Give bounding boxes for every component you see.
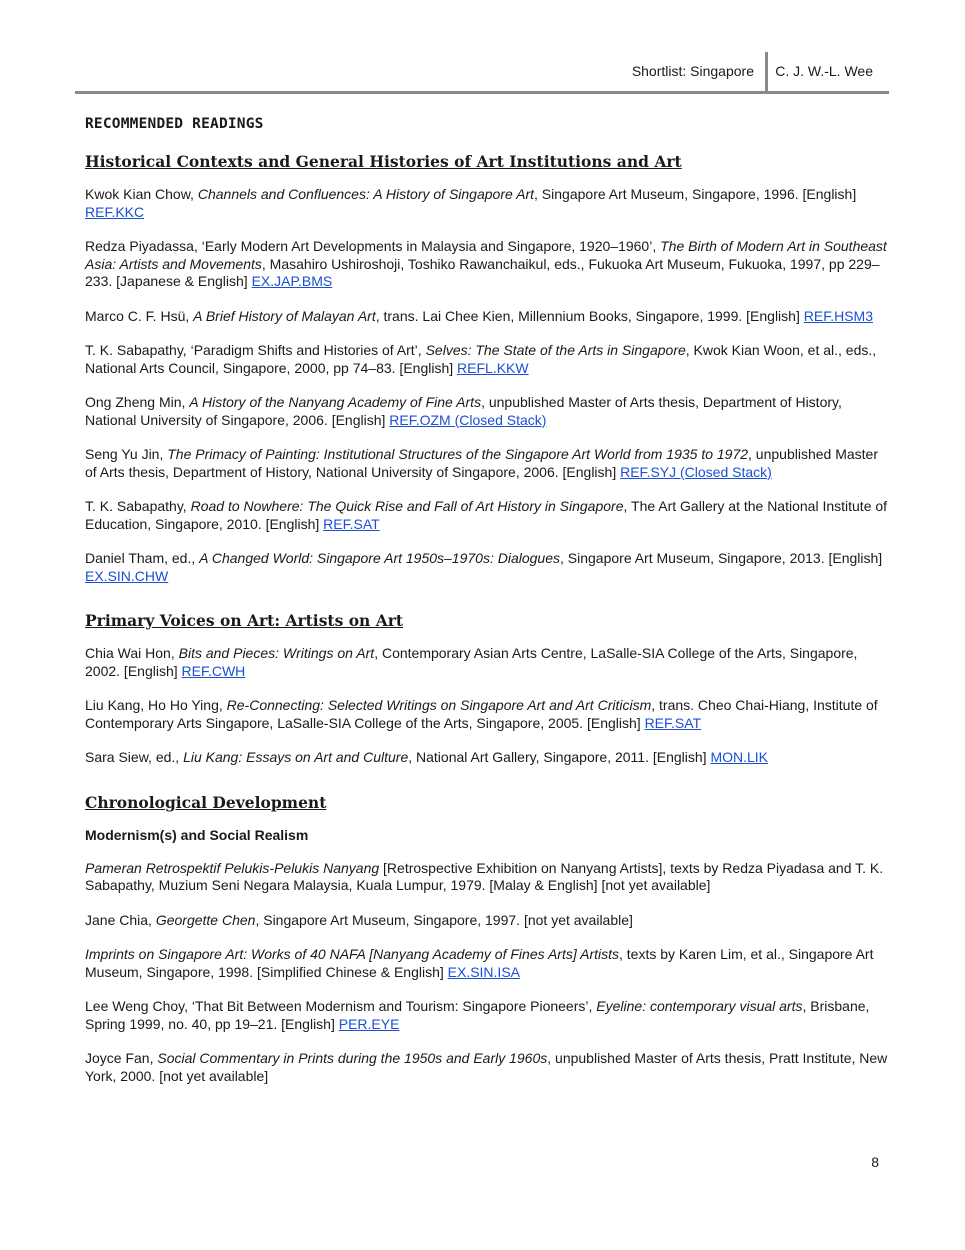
page-number: 8 [871, 1154, 879, 1170]
section-heading: Historical Contexts and General Histories of Art Institutions and Art [85, 152, 682, 171]
call-number-link[interactable]: EX.SIN.CHW [85, 567, 169, 584]
call-number-link[interactable]: REF.SAT [323, 515, 380, 532]
header-rule [75, 91, 889, 94]
reading-entry: Marco C. F. Hsü, A Brief History of Malayan Art, trans. Lai Chee Kien, Millennium Books, Singapore, 1999. [English] REF.HSM3 [85, 307, 873, 324]
reading-entry: Pameran Retrospektif Pelukis-Pelukis Nanyang [Retrospective Exhibition on Nanyang Artists], texts by Redza Piyadasa and T. K. Sabapathy, Muzium Seni Negara Malaysia, Kuala Lumpur, 1979. [Malay & English] [not yet available] [85, 859, 884, 893]
reading-entry: Jane Chia, Georgette Chen, Singapore Art Museum, Singapore, 1997. [not yet available] [85, 911, 633, 928]
call-number-link[interactable]: MON.LIK [710, 749, 769, 765]
section-primary-voices [85, 611, 890, 767]
call-number-link[interactable]: REF.SYJ (Closed Stack) [620, 463, 772, 480]
call-number-link[interactable]: REF.HSM3 [803, 307, 873, 324]
reading-entry: Imprints on Singapore Art: Works of 40 NAFA [Nanyang Academy of Fines Arts] Artists, texts by Karen Lim, et al., Singapore Art Museum, Singapore, 1998. [Simplified Chinese & English] EX.SIN.ISA [85, 946, 874, 980]
call-number-link[interactable]: REF.SAT [644, 714, 702, 731]
call-number-link[interactable]: REFL.KKW [457, 359, 529, 376]
reading-entry: T. K. Sabapathy, ‘Paradigm Shifts and Histories of Art’, Selves: The State of the Arts in Singapore, Kwok Kian Woon, et al., eds., National Arts Council, Singapore, 2000, pp 74–83. [English] REFL.KKW [85, 342, 877, 376]
subsection-heading: Modernism(s) and Social Realism [85, 826, 309, 843]
call-number-link[interactable]: REF.KKC [85, 203, 145, 220]
header-separator [765, 52, 768, 92]
document-body [85, 116, 890, 1111]
call-number-link[interactable]: PER.EYE [338, 1015, 400, 1032]
section-historical-contexts [85, 152, 890, 585]
section-heading: Chronological Development [85, 792, 327, 812]
page-header [75, 52, 889, 92]
reading-entry: Sara Siew, ed., Liu Kang: Essays on Art and Culture, National Art Gallery, Singapore, 2011. [English] MON.LIK [85, 749, 769, 765]
call-number-link[interactable]: EX.JAP.BMS [251, 273, 333, 289]
reading-entry: Lee Weng Choy, ‘That Bit Between Modernism and Tourism: Singapore Pioneers’, Eyeline: contemporary visual arts, Brisbane, Spring 1999, no. 40, pp 19–21. [English] PER.EYE [85, 998, 870, 1032]
header-shortlist-title: Shortlist: Singapore [631, 63, 754, 79]
reading-entry: Seng Yu Jin, The Primacy of Painting: Institutional Structures of the Singapore Art World from 1935 to 1972, unpublished Master of Arts thesis, Department of History, National University of Singapore, 2006. [English] REF.SYJ (Closed Stack) [85, 446, 878, 480]
section-chronological-development [85, 793, 890, 1086]
reading-entry: Joyce Fan, Social Commentary in Prints during the 1950s and Early 1960s, unpublished Master of Arts thesis, Pratt Institute, New York, 2000. [not yet available] [85, 1050, 888, 1084]
call-number-link[interactable]: REF.CWH [181, 662, 246, 679]
reading-entry: T. K. Sabapathy, Road to Nowhere: The Quick Rise and Fall of Art History in Singapore, The Art Gallery at the National Institute of Education, Singapore, 2010. [English] REF.SAT [85, 498, 888, 532]
header-author: C. J. W.-L. Wee [775, 63, 873, 79]
reading-entry: Chia Wai Hon, Bits and Pieces: Writings on Art, Contemporary Asian Arts Centre, LaSalle-SIA College of the Arts, Singapore, 2002. [English] REF.CWH [85, 645, 858, 679]
reading-entry: Daniel Tham, ed., A Changed World: Singapore Art 1950s–1970s: Dialogues, Singapore Art Museum, Singapore, 2013. [English] EX.SIN.CHW [85, 550, 883, 584]
page-title: RECOMMENDED READINGS [85, 116, 264, 132]
call-number-link[interactable]: EX.SIN.ISA [447, 963, 520, 980]
section-heading: Primary Voices on Art: Artists on Art [85, 611, 404, 630]
reading-entry: Ong Zheng Min, A History of the Nanyang Academy of Fine Arts, unpublished Master of Arts thesis, Department of History, National University of Singapore, 2006. [English] REF.OZM (Closed Stack) [85, 394, 842, 428]
reading-entry: Liu Kang, Ho Ho Ying, Re-Connecting: Selected Writings on Singapore Art and Art Criticism, trans. Cheo Chai-Hiang, Institute of Contemporary Arts Singapore, LaSalle-SIA College of the Arts, Singapore, 2005. [English] REF.SAT [85, 697, 878, 731]
reading-entry: Kwok Kian Chow, Channels and Confluences: A History of Singapore Art, Singapore Art Museum, Singapore, 1996. [English] REF.KKC [85, 186, 857, 220]
reading-entry: Redza Piyadassa, ‘Early Modern Art Developments in Malaysia and Singapore, 1920–1960’, The Birth of Modern Art in Southeast Asia: Artists and Movements, Masahiro Ushiroshoji, Toshiko Rawanchaikul, eds., Fukuoka Art Museum, Fukuoka, 1997, pp 229–233. [Japanese & English] EX.JAP.BMS [85, 238, 887, 289]
call-number-link[interactable]: REF.OZM (Closed Stack) [389, 411, 547, 428]
